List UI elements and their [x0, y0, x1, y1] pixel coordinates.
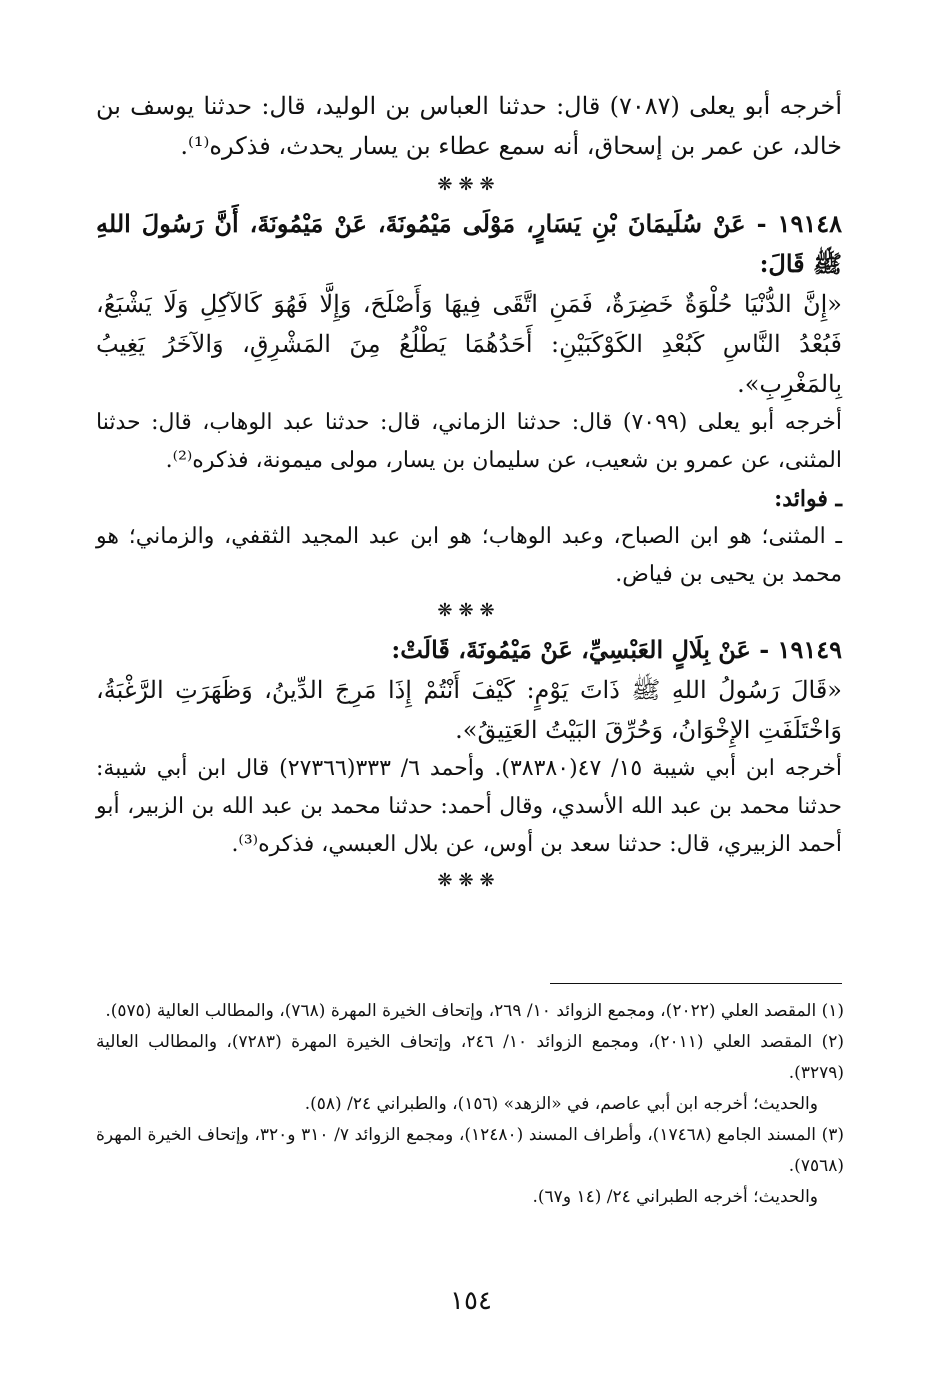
section-separator: ❋❋❋: [437, 600, 501, 621]
fawaid-text: ـ المثنى؛ هو ابن الصباح، وعبد الوهاب؛ هو ابن عبد المجيد الثقفي، والزماني؛ هو محمد بن يحيى بن فياض.: [96, 524, 842, 587]
hadith-19148-text: «إِنَّ الدُّنْيَا حُلْوَةٌ خَضِرَةٌ، فَمَنِ اتَّقَى فِيهَا وَأَصْلَحَ، وَإِلَّا فَهُوَ كَالآكِلِ وَلَا يَشْبَعُ، فَبُعْدُ النَّاسِ كَبُعْدِ الكَوْكَبَيْنِ: أَحَدُهُمَا يَطْلُعُ مِنَ المَشْرِقِ، وَالآخَرُ يَغِيبُ بِالمَغْرِبِ».: [96, 290, 842, 398]
footnote-2: (٢) المقصد العلي (٢٠١١)، ومجمع الزوائد ١٠/ ٢٤٦، وإتحاف الخيرة المهرة (٧٢٨٣)، والمطالب العالية (٣٢٧٩).: [96, 1032, 844, 1083]
hadith-19149-heading: ١٩١٤٩ - عَنْ بِلَالٍ العَبْسِيِّ، عَنْ مَيْمُونَةَ، قَالَتْ:: [391, 635, 842, 664]
footnote-3-note: والحديث؛ أخرجه الطبراني ٢٤/ (١٤ و٦٧).: [532, 1187, 818, 1207]
takhrij-paragraph-3: أخرجه ابن أبي شيبة ١٥/ ٤٧(٣٨٣٨٠). وأحمد ٦/ ٣٣٣(٢٧٣٦٦) قال ابن أبي شيبة: حدثنا محمد بن عبد الله الأسدي، وقال أحمد: حدثنا محمد بن عبد الله بن الزبير، أبو أحمد الزبيري، قال: حدثنا سعد بن أوس، عن بلال العبسي، فذكره⁽³⁾.: [96, 756, 843, 857]
footnote-divider: [550, 983, 842, 984]
footnote-1: (١) المقصد العلي (٢٠٢٢)، ومجمع الزوائد ١٠/ ٢٦٩، وإتحاف الخيرة المهرة (٧٦٨)، والمطالب العالية (٥٧٥).: [105, 1001, 844, 1021]
hadith-19149-text: «قَالَ رَسُولُ اللهِ ﷺ ذَاتَ يَوْمٍ: كَيْفَ أَنْتُمْ إِذَا مَرِجَ الدِّينُ، وَظَهَرَتِ الرَّغْبَةُ، وَاخْتَلَفَتِ الإِخْوَانُ، وَحُرِّقَ البَيْتُ العَتِيقُ».: [96, 676, 842, 744]
section-separator: ❋❋❋: [437, 174, 501, 195]
page-number: ١٥٤: [450, 1286, 492, 1316]
footnotes: [96, 996, 844, 1213]
takhrij-paragraph-2: أخرجه أبو يعلى (٧٠٩٩) قال: حدثنا الزماني، قال: حدثنا عبد الوهاب، قال: حدثنا المثنى، عن عمرو بن شعيب، عن سليمان بن يسار، مولى ميمونة، فذكره⁽²⁾.: [96, 410, 843, 473]
section-separator: ❋❋❋: [437, 870, 501, 891]
footnote-2-note: والحديث؛ أخرجه ابن أبي عاصم، في «الزهد» (١٥٦)، والطبراني ٢٤/ (٥٨).: [304, 1094, 818, 1114]
footnote-3: (٣) المسند الجامع (١٧٤٦٨)، وأطراف المسند (١٢٤٨٠)، ومجمع الزوائد ٧/ ٣١٠ و٣٢٠، وإتحاف الخيرة المهرة (٧٥٦٨).: [96, 1125, 844, 1176]
fawaid-title: ـ فوائد:: [774, 486, 842, 512]
hadith-19148-heading: ١٩١٤٨ - عَنْ سُلَيمَانَ بْنِ يَسَارٍ، مَوْلَى مَيْمُونَةَ، عَنْ مَيْمُونَةَ، أَنَّ رَسُولَ اللهِ ﷺ قَالَ:: [96, 209, 842, 278]
takhrij-paragraph-1: أخرجه أبو يعلى (٧٠٨٧) قال: حدثنا العباس بن الوليد، قال: حدثنا يوسف بن خالد، عن عمر بن إسحاق، أنه سمع عطاء بن يسار يحدث، فذكره⁽¹⁾.: [96, 92, 842, 160]
